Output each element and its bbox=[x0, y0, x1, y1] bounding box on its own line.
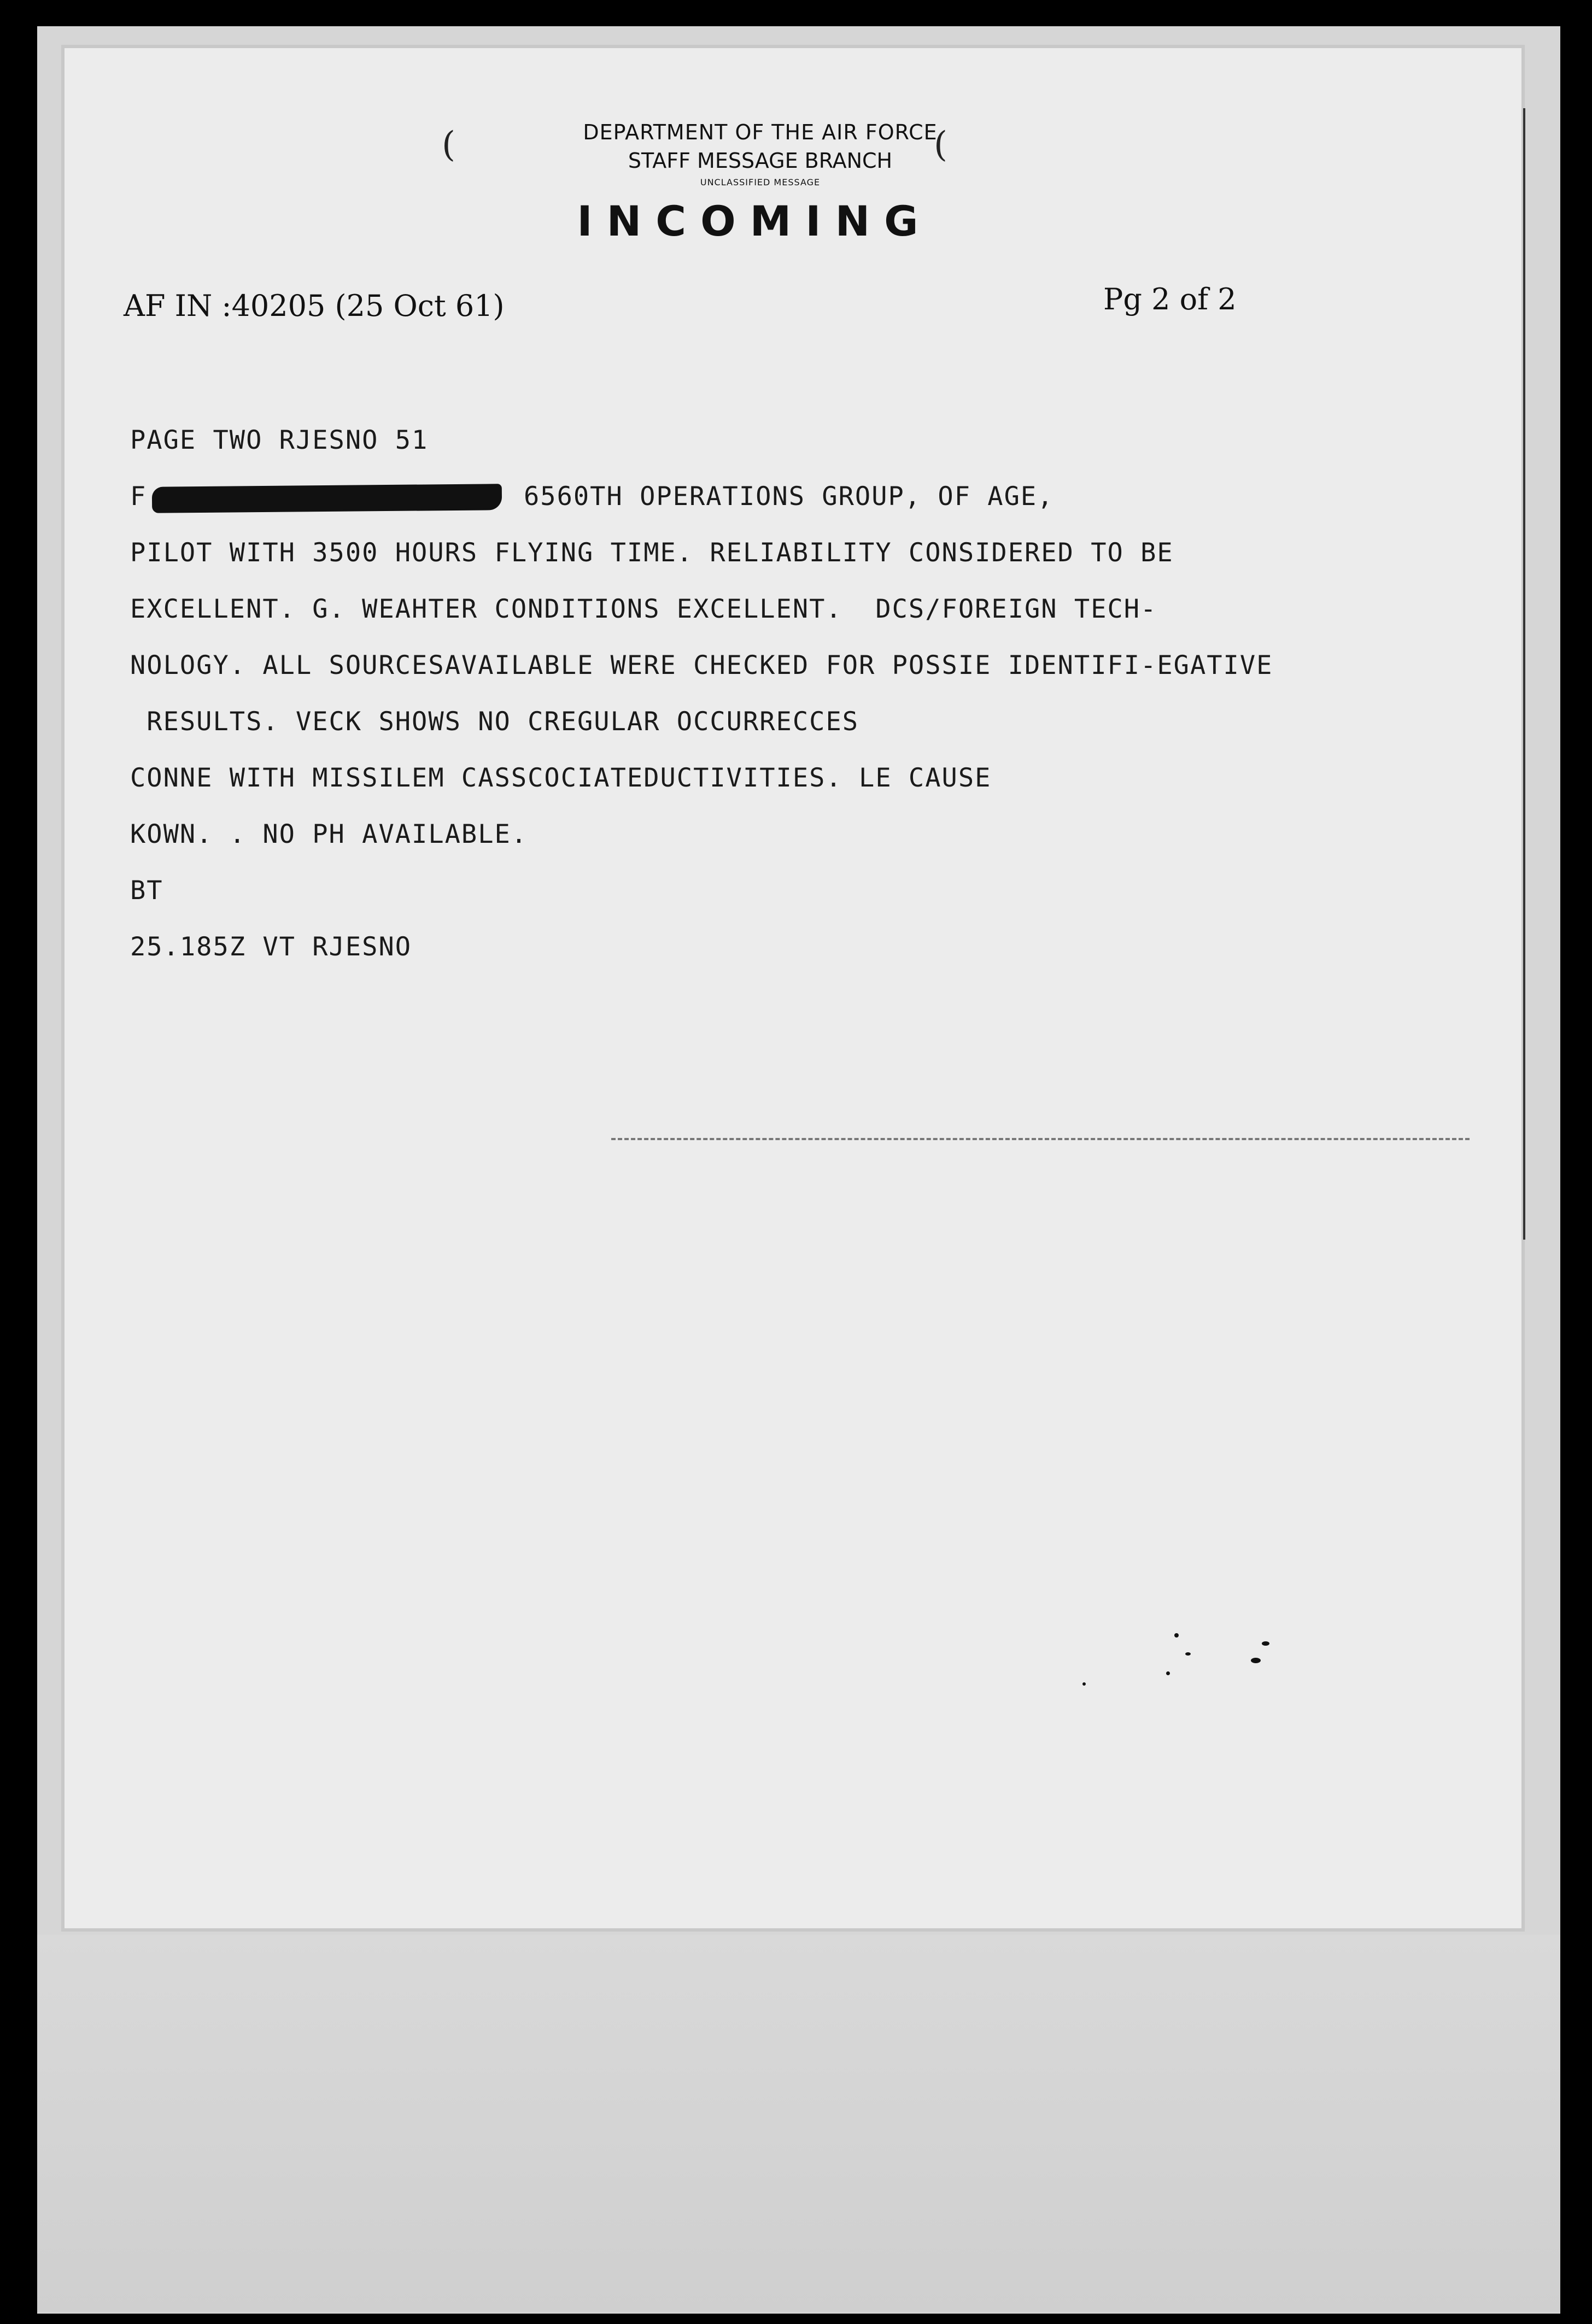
lower-paper-area bbox=[37, 1935, 1560, 2312]
department-header: DEPARTMENT OF THE AIR FORCE bbox=[583, 120, 938, 144]
message-reference: AF IN :40205 (25 Oct 61) bbox=[124, 289, 505, 323]
message-title: INCOMING bbox=[577, 197, 933, 245]
sheet-edge-line bbox=[1523, 108, 1525, 1240]
classification-label: UNCLASSIFIED MESSAGE bbox=[700, 177, 821, 187]
right-paren-mark: ( bbox=[934, 125, 947, 165]
body-line-2-prefix: F bbox=[130, 482, 147, 512]
body-line-1: PAGE TWO RJESNO 51 bbox=[130, 425, 429, 455]
message-sheet bbox=[65, 48, 1521, 1928]
body-line-2: 6560TH OPERATIONS GROUP, OF AGE, bbox=[524, 482, 1054, 512]
ink-speck bbox=[1166, 1671, 1170, 1675]
body-line-8: KOWN. . NO PH AVAILABLE. bbox=[130, 819, 528, 849]
ink-speck bbox=[1185, 1652, 1191, 1656]
body-line-4: EXCELLENT. G. WEAHTER CONDITIONS EXCELLENT. DCS/FOREIGN TECH- bbox=[130, 594, 1157, 624]
dotted-separator bbox=[611, 1138, 1470, 1140]
redaction-bar bbox=[152, 484, 502, 513]
page-number: Pg 2 of 2 bbox=[1103, 282, 1237, 316]
ink-speck bbox=[1174, 1633, 1179, 1638]
ink-speck bbox=[1082, 1682, 1086, 1686]
body-line-5: NOLOGY. ALL SOURCESAVAILABLE WERE CHECKED FOR POSSIE IDENTIFI-EGATIVE bbox=[130, 650, 1273, 680]
ink-speck bbox=[1251, 1658, 1261, 1663]
body-line-9: BT bbox=[130, 876, 163, 906]
body-line-7: CONNE WITH MISSILEM CASSCOCIATEDUCTIVITIES. LE CAUSE bbox=[130, 763, 992, 793]
ink-speck bbox=[1262, 1641, 1269, 1646]
left-paren-mark: ( bbox=[442, 125, 455, 165]
body-line-10: 25.185Z VT RJESNO bbox=[130, 932, 412, 962]
body-line-3: PILOT WITH 3500 HOURS FLYING TIME. RELIABILITY CONSIDERED TO BE bbox=[130, 538, 1174, 568]
body-line-6: RESULTS. VECK SHOWS NO CREGULAR OCCURRECCES bbox=[130, 707, 859, 737]
branch-header: STAFF MESSAGE BRANCH bbox=[628, 149, 893, 173]
